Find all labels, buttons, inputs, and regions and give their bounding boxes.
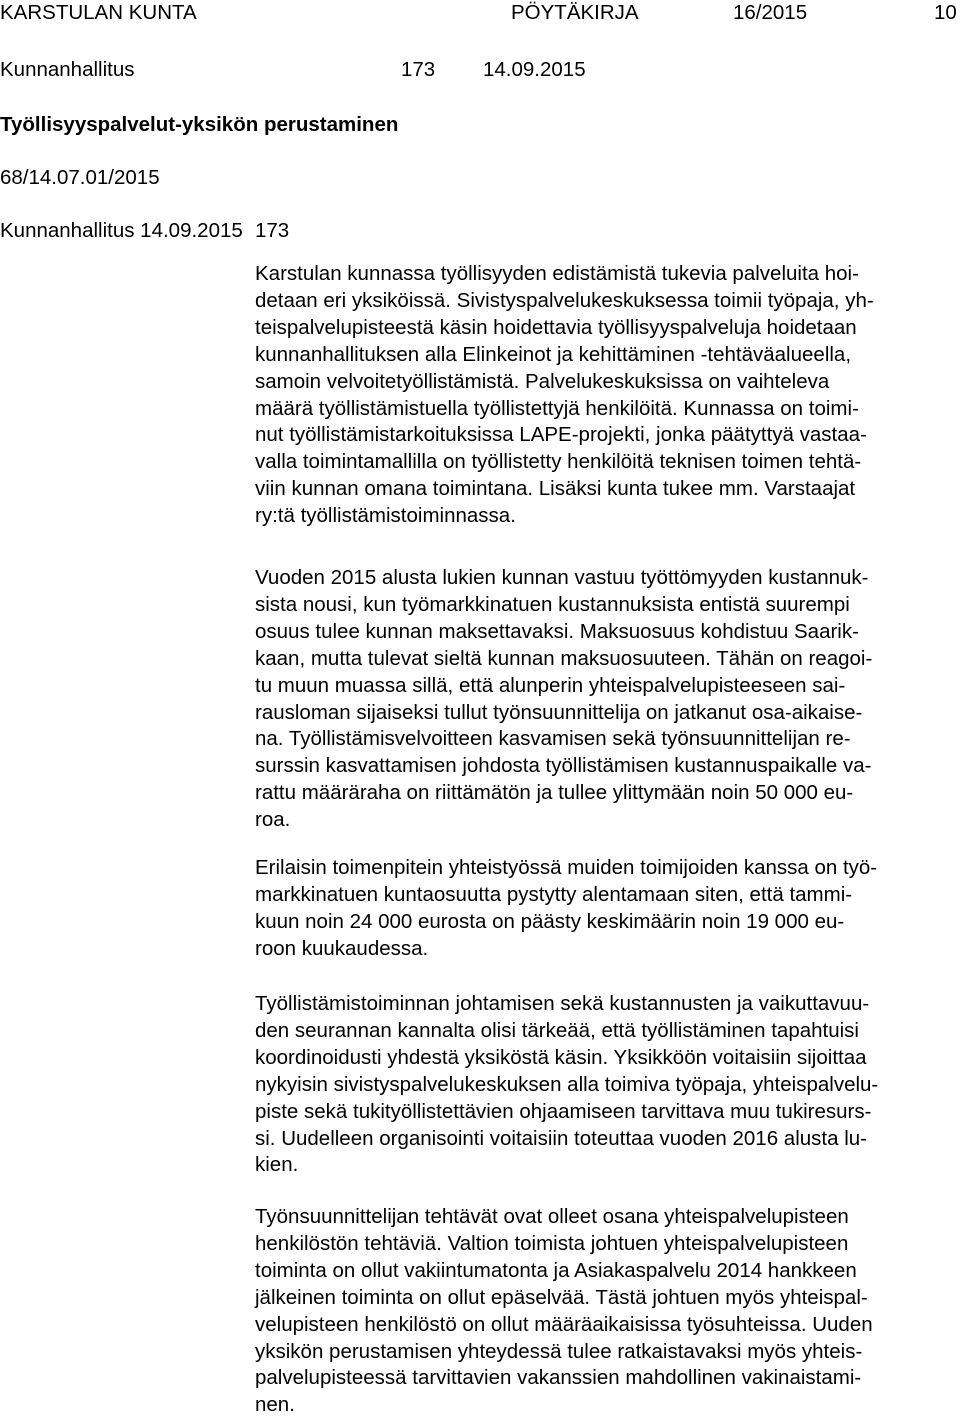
paragraph-line: Työnsuunnittelijan tehtävät ovat olleet osana yhteispalvelupisteen	[255, 1205, 849, 1228]
paragraph-line: yksikön perustamisen yhteydessä tulee ratkaistavaksi myös yhteis-	[255, 1339, 863, 1363]
paragraph-line: määrä työllistämistuella työllistettyjä henkilöitä. Kunnassa on toimi-	[255, 396, 859, 420]
paragraph-line: den seurannan kannalta olisi tärkeää, että työllistäminen tapahtuisi	[255, 1018, 859, 1042]
paragraph-line: na. Työllistämisvelvoitteen kasvamisen sekä työnsuunnittelijan re-	[255, 727, 851, 751]
paragraph-line: valla toimintamallilla on työllistetty henkilöitä teknisen toimen tehtä-	[255, 450, 862, 474]
paragraph-line: nut työllistämistarkoituksissa LAPE-projekti, jonka päätyttyä vastaa-	[255, 423, 867, 447]
paragraph-line: nykyisin sivistyspalvelukeskuksen alla toimiva työpaja, yhteispalvelu-	[255, 1072, 879, 1096]
page-number: 10	[934, 1, 957, 24]
paragraph-line: nen.	[255, 1393, 295, 1417]
paragraph-line: kaan, mutta tulevat sieltä kunnan maksuosuuteen. Tähän on reagoi-	[255, 646, 873, 670]
municipality-name: KARSTULAN KUNTA	[0, 1, 197, 24]
meeting-date: 14.09.2015	[483, 58, 586, 81]
meeting-section: 173	[401, 58, 436, 81]
paragraph-line: kien.	[255, 1153, 299, 1177]
paragraph-line: roon kuukaudessa.	[255, 936, 429, 960]
document-number: 16/2015	[733, 1, 808, 24]
paragraph-line: sista nousi, kun työmarkkinatuen kustannuksista entistä suurempi	[255, 592, 850, 616]
paragraph-line: ry:tä työllistämistoiminnassa.	[255, 504, 516, 528]
paragraph-line: markkinatuen kuntaosuutta pystytty alentamaan siten, että tammi-	[255, 882, 853, 906]
paragraph-line: Karstulan kunnassa työllisyyden edistämistä tukevia palveluita hoi-	[255, 262, 859, 285]
paragraph-line: palvelupisteessä tarvittavien vakanssien mahdollinen vakinaistami-	[255, 1366, 862, 1390]
item-title: Työllisyyspalvelut-yksikön perustaminen	[0, 113, 399, 136]
handling-body-date: Kunnanhallitus 14.09.2015	[0, 219, 243, 242]
paragraph-line: detaan eri yksiköissä. Sivistyspalvelukeskuksessa toimii työpaja, yh-	[255, 288, 874, 312]
paragraph-line: rausloman sijaiseksi tullut työnsuunnittelija on jatkanut osa-aikaise-	[255, 700, 863, 724]
document-type: PÖYTÄKIRJA	[511, 1, 639, 24]
paragraph-line: viin kunnan omana toimintana. Lisäksi kunta tukee mm. Varstaajat	[255, 477, 856, 501]
handling-section: 173	[255, 219, 290, 242]
paragraph-line: tu muun muassa sillä, että alunperin yhteispalvelupisteeseen sai-	[255, 673, 846, 697]
paragraph-line: teispalvelupisteestä käsin hoidettavia työllisyyspalveluja hoidetaan	[255, 315, 857, 339]
paragraph-line: piste sekä tukityöllistettävien ohjaamiseen tarvittava muu tukiresurs-	[255, 1099, 872, 1123]
paragraph-line: roa.	[255, 808, 291, 832]
paragraph-line: henkilöstön tehtäviä. Valtion toimista johtuen yhteispalvelupisteen	[255, 1231, 849, 1255]
paragraph-line: kunnanhallituksen alla Elinkeinot ja kehittäminen -tehtäväalueella,	[255, 342, 852, 366]
paragraph-line: velupisteen henkilöstö on ollut määräaikaisissa työsuhteissa. Uuden	[255, 1312, 873, 1336]
paragraph-line: Erilaisin toimenpitein yhteistyössä muiden toimijoiden kanssa on työ-	[255, 856, 878, 879]
paragraph-line: surssin kasvattamisen johdosta työllistämisen kustannuspaikalle va-	[255, 754, 872, 778]
paragraph-line: Vuoden 2015 alusta lukien kunnan vastuu työttömyyden kustannuk-	[255, 566, 869, 589]
paragraph-line: koordinoidusti yhdestä yksiköstä käsin. Yksikköön voitaisiin sijoittaa	[255, 1045, 867, 1069]
paragraph-line: Työllistämistoiminnan johtamisen sekä kustannusten ja vaikuttavuu-	[255, 992, 870, 1015]
paragraph-line: rattu määräraha on riittämätön ja tullee ylittymään noin 50 000 eu-	[255, 781, 854, 805]
paragraph-line: si. Uudelleen organisointi voitaisiin toteuttaa vuoden 2016 alusta lu-	[255, 1126, 867, 1150]
record-number: 68/14.07.01/2015	[0, 166, 160, 189]
paragraph-line: toiminta on ollut vakiintumatonta ja Asiakaspalvelu 2014 hankkeen	[255, 1258, 857, 1282]
paragraph-line: kuun noin 24 000 eurosta on päästy keskimäärin noin 19 000 eu-	[255, 909, 845, 933]
paragraph-line: osuus tulee kunnan maksettavaksi. Maksuosuus kohdistuu Saarik-	[255, 619, 859, 643]
paragraph-line: samoin velvoitetyöllistämistä. Palvelukeskuksissa on vaihteleva	[255, 369, 830, 393]
paragraph-line: jälkeinen toiminta on ollut epäselvää. Tästä johtuen myös yhteispal-	[255, 1285, 868, 1309]
meeting-body: Kunnanhallitus	[0, 58, 135, 81]
